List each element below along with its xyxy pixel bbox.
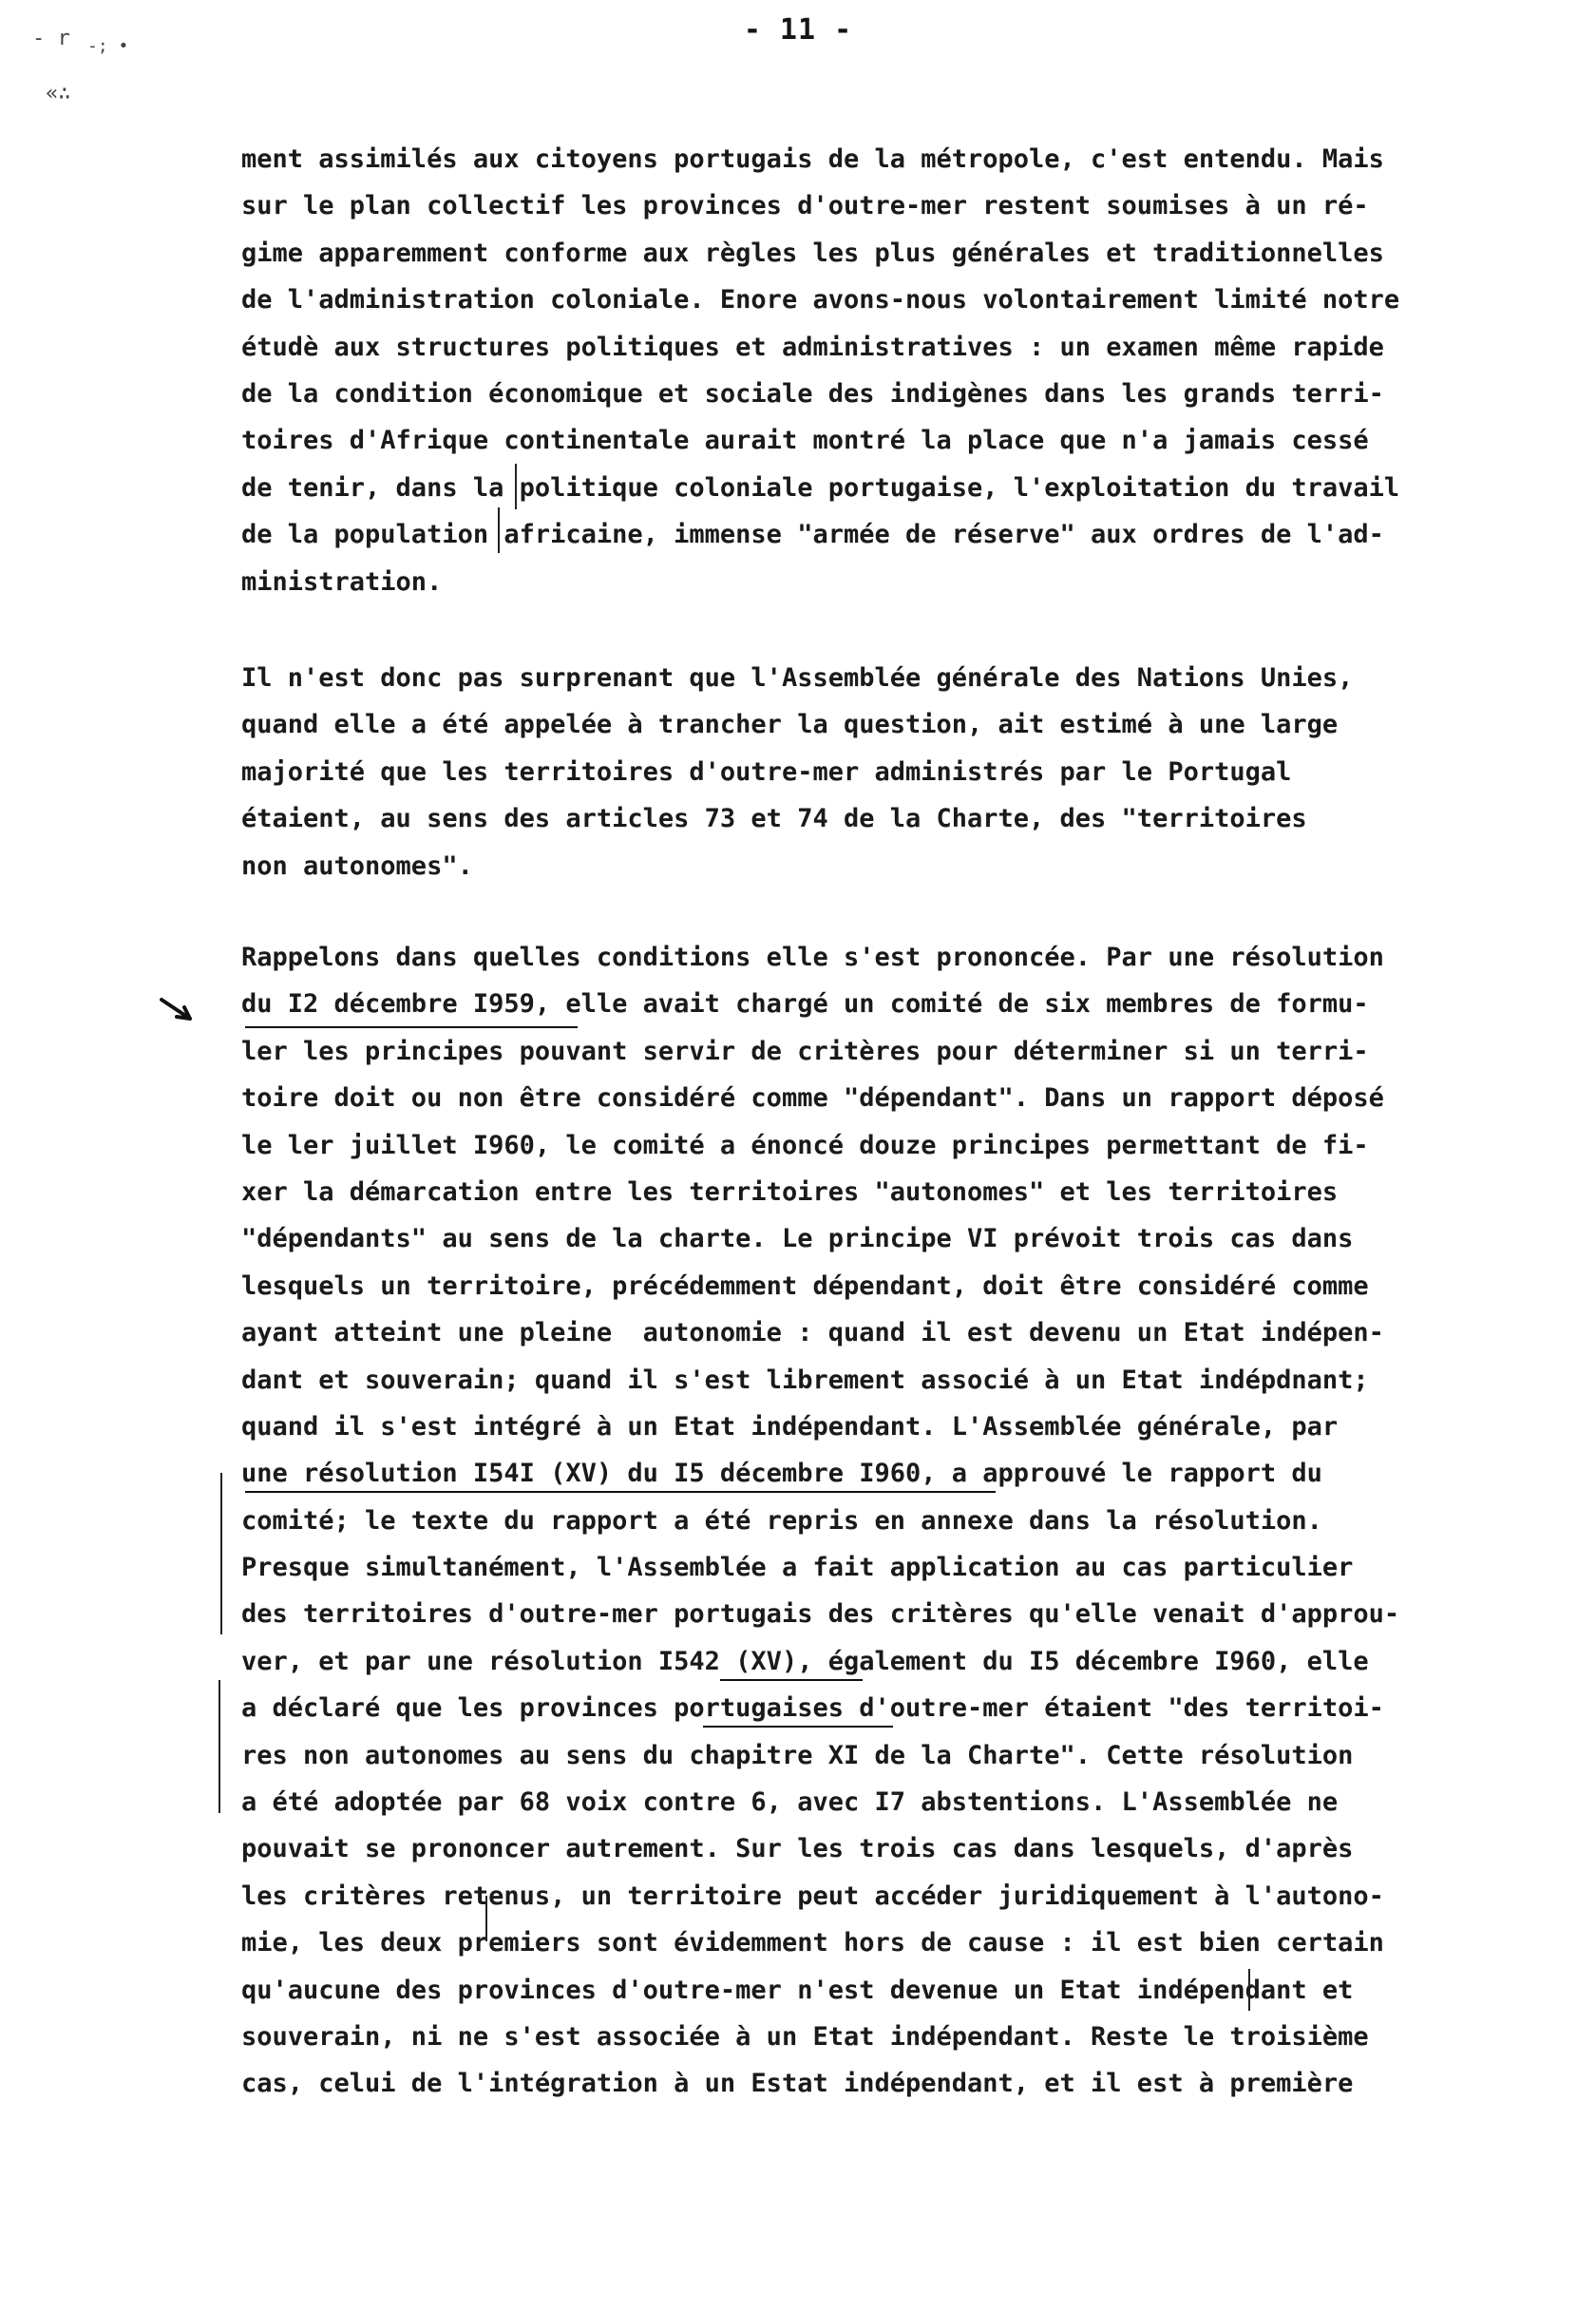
text-line: a été adoptée par 68 voix contre 6, avec I7 abstentions. L'Assemblée ne xyxy=(241,1787,1339,1818)
text-line: de la population africaine, immense "armée de réserve" aux ordres de l'ad- xyxy=(241,520,1384,550)
margin-scribble: - r xyxy=(32,27,70,50)
margin-bracket xyxy=(218,1680,220,1813)
text-line: le ler juillet I960, le comité a énoncé douze principes permettant de fi- xyxy=(241,1130,1369,1160)
text-line: étaient, au sens des articles 73 et 74 de la Charte, des "territoires xyxy=(241,804,1307,834)
text-line: ayant atteint une pleine autonomie : quand il est devenu un Etat indépen- xyxy=(241,1318,1384,1348)
text-line: du I2 décembre I959, elle avait chargé un comité de six membres de formu- xyxy=(241,989,1369,1020)
text-line: une résolution I54I (XV) du I5 décembre I960, a approuvé le rapport du xyxy=(241,1459,1322,1489)
insertion-mark xyxy=(1248,1969,1250,2011)
text-line: majorité que les territoires d'outre-mer administrés par le Portugal xyxy=(241,756,1292,787)
text-line: res non autonomes au sens du chapitre XI de la Charte". Cette résolution xyxy=(241,1740,1354,1770)
margin-scribble: «∴ xyxy=(46,82,71,105)
text-line: souverain, ni ne s'est associée à un Etat indépendant. Reste le troisième xyxy=(241,2021,1369,2052)
text-line: ministration. xyxy=(241,566,443,597)
insertion-mark xyxy=(498,507,500,553)
text-line: de l'administration coloniale. Enore avons-nous volontairement limité notre xyxy=(241,285,1400,315)
text-line: mie, les deux premiers sont évidemment hors de cause : il est bien certain xyxy=(241,1928,1384,1958)
text-line: cas, celui de l'intégration à un Estat indépendant, et il est à première xyxy=(241,2069,1354,2099)
text-line: xer la démarcation entre les territoires "autonomes" et les territoires xyxy=(241,1176,1339,1207)
text-line: pouvait se prononcer autrement. Sur les trois cas dans lesquels, d'après xyxy=(241,1834,1354,1864)
text-line: a déclaré que les provinces portugaises d'outre-mer étaient "des territoi- xyxy=(241,1693,1384,1724)
page-number: - 11 - xyxy=(743,13,853,47)
insertion-mark xyxy=(515,464,517,509)
text-line: les critères retenus, un territoire peut accéder juridiquement à l'autono- xyxy=(241,1881,1384,1911)
handwritten-underline xyxy=(720,1679,863,1681)
text-line: quand elle a été appelée à trancher la question, ait estimé à une large xyxy=(241,710,1339,740)
text-line: des territoires d'outre-mer portugais des critères qu'elle venait d'approu- xyxy=(241,1599,1400,1630)
paragraph-2 xyxy=(241,655,1571,889)
text-line: quand il s'est intégré à un Etat indépendant. L'Assemblée générale, par xyxy=(241,1411,1339,1442)
text-line: comité; le texte du rapport a été repris en annexe dans la résolution. xyxy=(241,1505,1322,1536)
text-line: toires d'Afrique continentale aurait montré la place que n'a jamais cessé xyxy=(241,426,1369,456)
text-line: ver, et par une résolution I542 (XV), également du I5 décembre I960, elle xyxy=(241,1646,1369,1676)
text-line: toire doit ou non être considéré comme "dépendant". Dans un rapport déposé xyxy=(241,1083,1384,1114)
text-line: "dépendants" au sens de la charte. Le principe VI prévoit trois cas dans xyxy=(241,1224,1354,1254)
text-line: Presque simultanément, l'Assemblée a fait application au cas particulier xyxy=(241,1553,1354,1583)
text-line: Il n'est donc pas surprenant que l'Assemblée générale des Nations Unies, xyxy=(241,663,1354,693)
text-line: ler les principes pouvant servir de critères pour déterminer si un terri- xyxy=(241,1036,1369,1066)
text-line: non autonomes". xyxy=(241,850,473,881)
arrow-annotation-icon xyxy=(160,996,194,1024)
handwritten-underline xyxy=(245,1026,578,1028)
text-line: gime apparemment conforme aux règles les plus générales et traditionnelles xyxy=(241,238,1384,268)
text-line: lesquels un territoire, précédemment dépendant, doit être considéré comme xyxy=(241,1270,1369,1301)
margin-scribble: -; • xyxy=(87,36,129,56)
text-line: Rappelons dans quelles conditions elle s'est prononcée. Par une résolution xyxy=(241,943,1384,972)
margin-bracket xyxy=(220,1473,222,1634)
text-line: ment assimilés aux citoyens portugais de la métropole, c'est entendu. Mais xyxy=(241,144,1384,174)
text-line: étudè aux structures politiques et administratives : un examen même rapide xyxy=(241,332,1384,362)
text-line: qu'aucune des provinces d'outre-mer n'est devenue un Etat indépendant et xyxy=(241,1975,1354,2005)
text-line: sur le plan collectif les provinces d'outre-mer restent soumises à un ré- xyxy=(241,191,1369,221)
paragraph-1 xyxy=(241,136,1571,605)
text-line: dant et souverain; quand il s'est librement associé à un Etat indépdnant; xyxy=(241,1365,1369,1395)
text-line: de tenir, dans la politique coloniale portugaise, l'exploitation du travail xyxy=(241,472,1400,503)
paragraph-3 xyxy=(241,934,1571,2108)
handwritten-underline xyxy=(245,1491,996,1493)
handwritten-underline xyxy=(703,1726,893,1728)
text-line: de la condition économique et sociale des indigènes dans les grands terri- xyxy=(241,378,1384,409)
insertion-mark xyxy=(485,1896,487,1941)
